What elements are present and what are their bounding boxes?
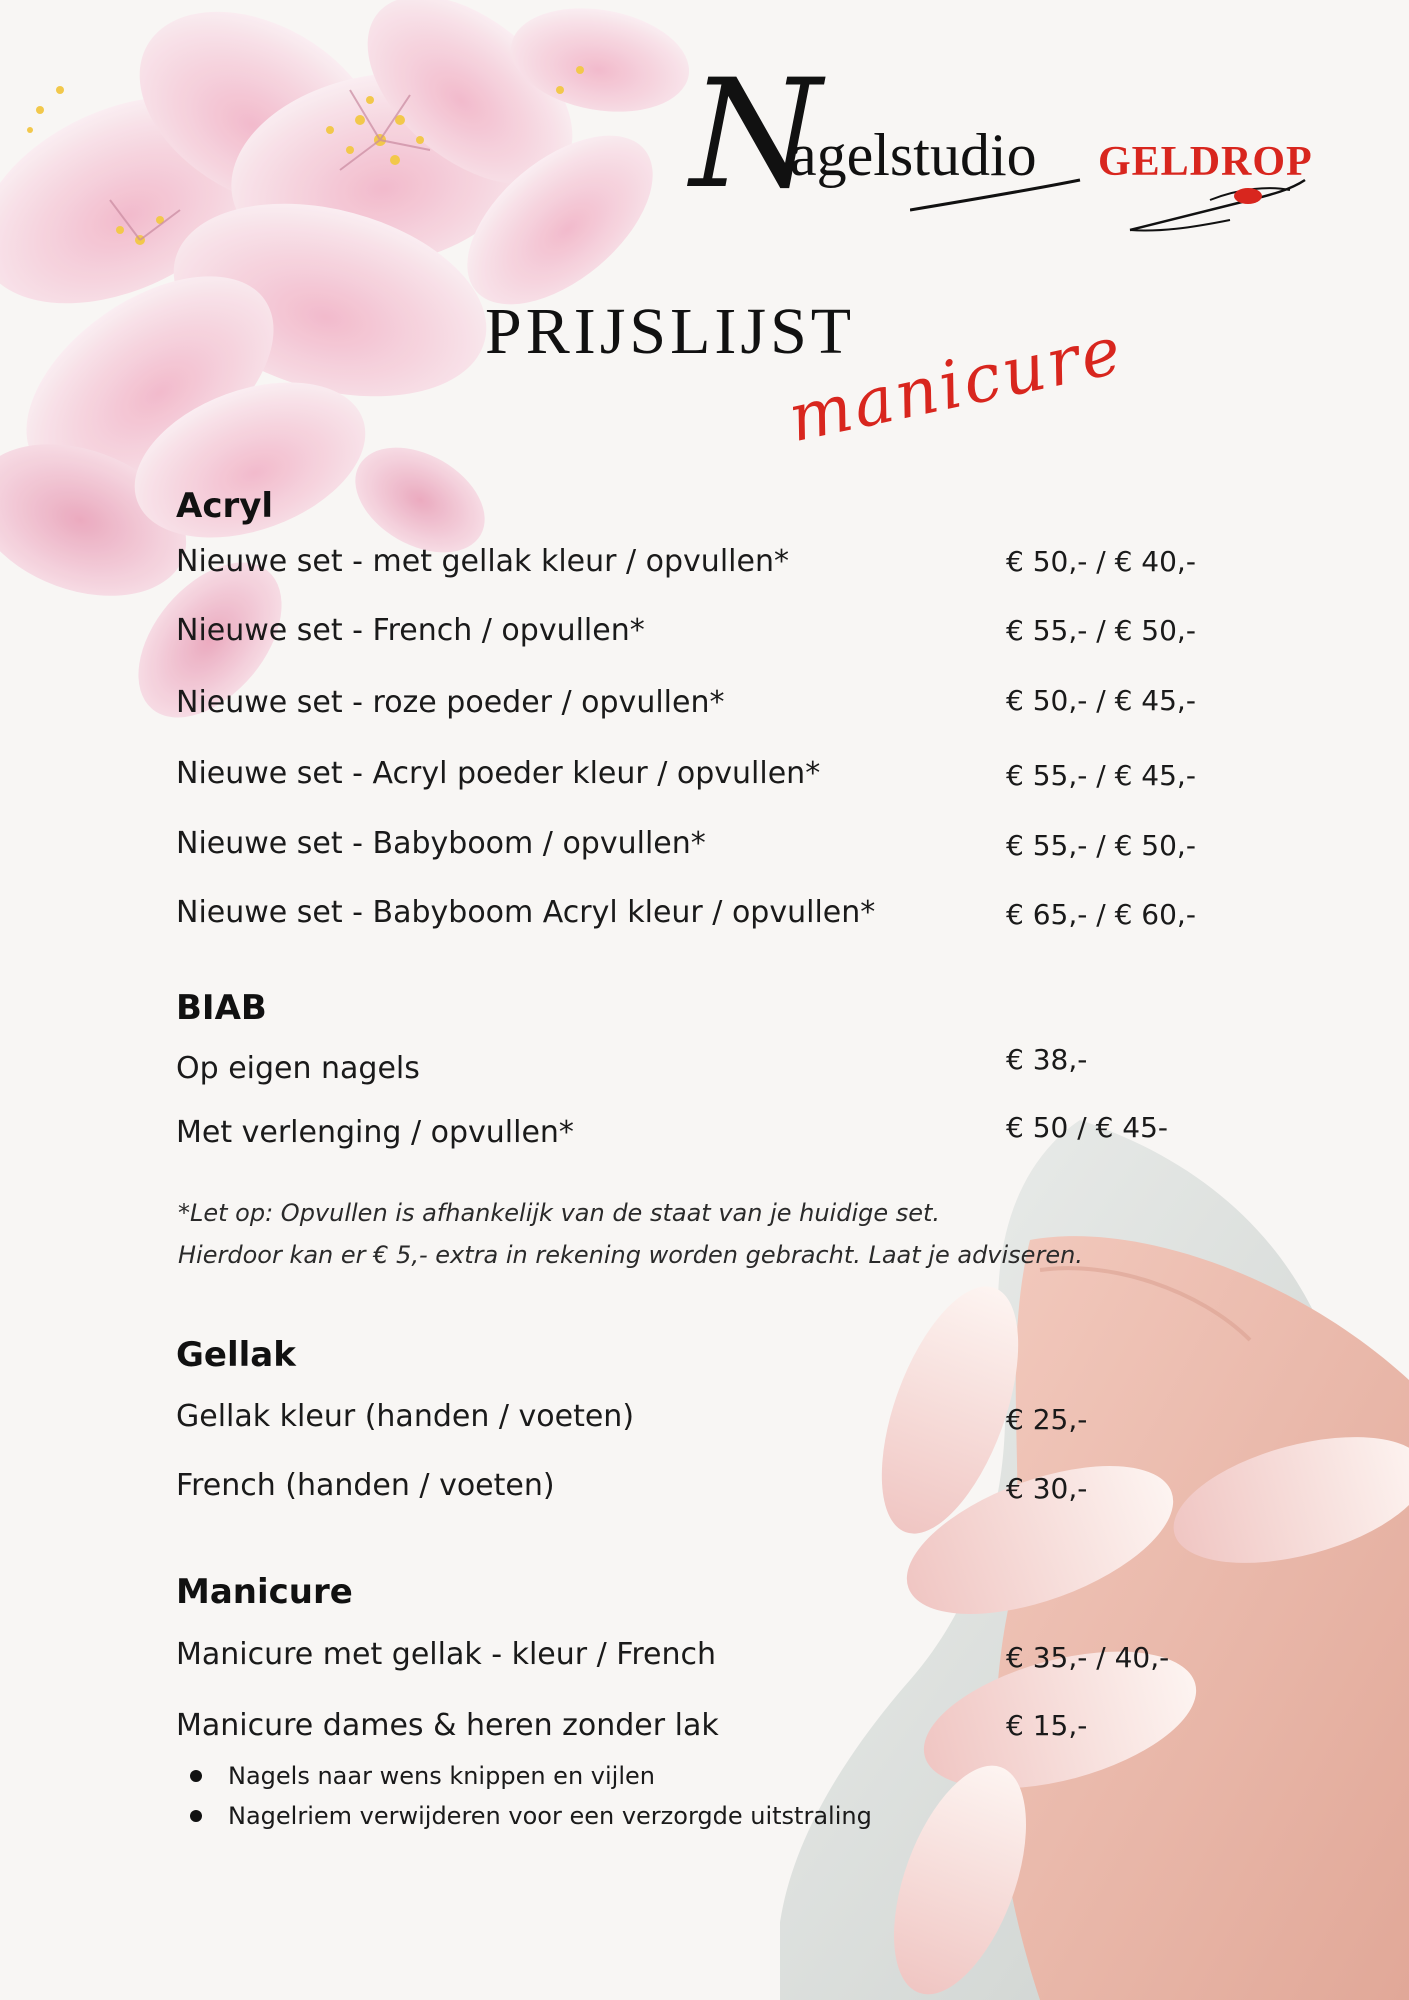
price-row-label: Nieuwe set - Acryl poeder kleur / opvullen* [176,756,821,791]
price-row-label: Met verlenging / opvullen* [176,1115,574,1150]
section-title-biab: BIAB [176,988,267,1028]
note-line: *Let op: Opvullen is afhankelijk van de staat van je huidige set. [178,1199,941,1227]
price-row-price: € 55,- / € 50,- [1006,614,1196,647]
manicure-details-list [190,1756,872,1836]
price-row-price: € 55,- / € 45,- [1006,759,1196,792]
hand-icon [910,170,1310,240]
section-title-gellak: Gellak [176,1335,296,1375]
price-row-label: Nieuwe set - met gellak kleur / opvullen* [176,544,789,579]
logo [690,48,1330,240]
price-row-price: € 25,- [1006,1403,1088,1436]
note-line: Hierdoor kan er € 5,- extra in rekening worden gebracht. Laat je adviseren. [178,1241,1083,1269]
price-row-label: Op eigen nagels [176,1051,420,1086]
page-title: PRIJSLIJST [485,295,856,368]
price-row-price: € 30,- [1006,1472,1088,1505]
price-row-label: French (handen / voeten) [176,1468,555,1503]
price-row-price: € 50,- / € 45,- [1006,684,1196,717]
logo-city: GELDROP [1098,139,1313,185]
price-row-label: Nieuwe set - Babyboom Acryl kleur / opvullen* [176,895,876,930]
price-row-label: Nieuwe set - French / opvullen* [176,613,645,648]
list-item: Nagels naar wens knippen en vijlen [190,1756,872,1796]
section-title-acryl: Acryl [176,486,274,526]
logo-initial: N [690,48,822,222]
price-row-price: € 65,- / € 60,- [1006,898,1196,931]
section-title-manicure: Manicure [176,1572,353,1612]
price-row-label: Nieuwe set - Babyboom / opvullen* [176,826,706,861]
price-row-price: € 15,- [1006,1709,1088,1742]
list-item: Nagelriem verwijderen voor een verzorgde uitstraling [190,1796,872,1836]
refill-note [178,1192,1083,1276]
price-row-price: € 35,- / 40,- [1006,1641,1170,1674]
price-row-label: Gellak kleur (handen / voeten) [176,1399,635,1434]
logo-wordmark: agelstudio [790,122,1037,188]
price-row-price: € 50 / € 45- [1006,1111,1169,1144]
price-row-label: Manicure met gellak - kleur / French [176,1637,717,1672]
price-row-price: € 50,- / € 40,- [1006,545,1196,578]
price-row-label: Manicure dames & heren zonder lak [176,1708,719,1743]
category-script-title: manicure [781,311,1131,458]
price-row-price: € 38,- [1006,1043,1088,1076]
price-row-price: € 55,- / € 50,- [1006,829,1196,862]
price-row-label: Nieuwe set - roze poeder / opvullen* [176,685,725,720]
